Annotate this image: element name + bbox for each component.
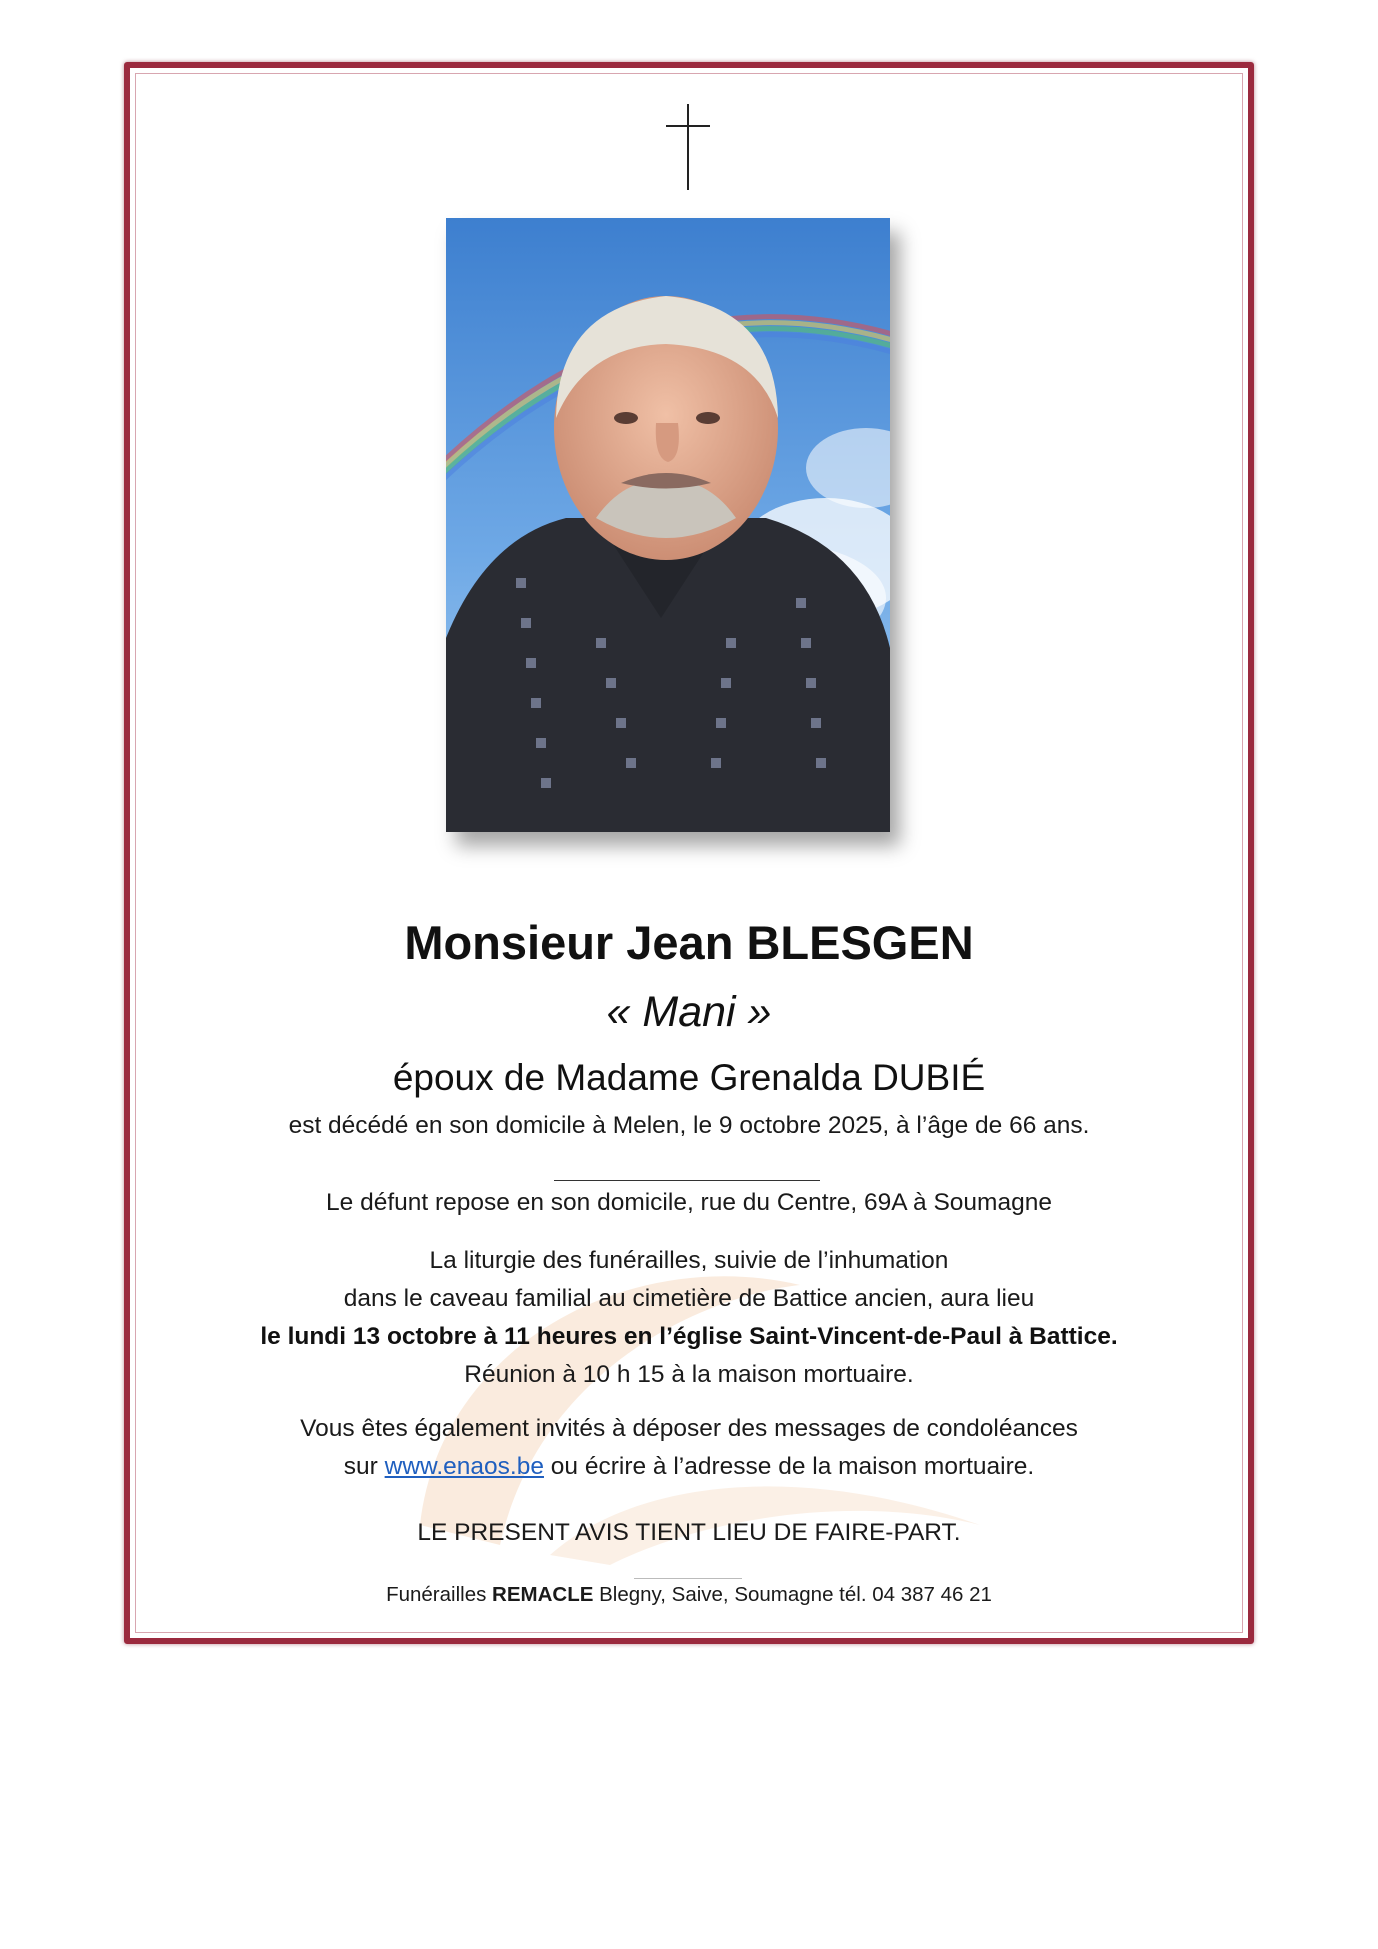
footer-contact: Blegny, Saive, Soumagne tél. 04 387 46 21 [593, 1583, 992, 1606]
meeting-line: Réunion à 10 h 15 à la maison mortuaire. [464, 1361, 914, 1388]
ceremony-date-line: le lundi 13 octobre à 11 heures en l’église Saint-Vincent-de-Paul à Battice. [260, 1323, 1118, 1350]
liturgy-line-2: dans le caveau familial au cimetière de Battice ancien, aura lieu [343, 1285, 1035, 1312]
watermark-logo [380, 1225, 1000, 1565]
condolences-suffix: ou écrire à l’adresse de la maison mortuaire. [543, 1453, 1035, 1480]
deceased-nickname: « Mani » [606, 988, 772, 1036]
footer-prefix: Funérailles [386, 1583, 493, 1606]
latin-cross-icon [666, 104, 710, 190]
funeral-home-brand: REMACLE [492, 1583, 594, 1606]
condolences-prefix: sur [343, 1453, 385, 1480]
separator-line [554, 1180, 820, 1181]
portrait-photo [446, 218, 890, 832]
condolences-website-link[interactable]: www.enaos.be [384, 1453, 544, 1480]
death-details: est décédé en son domicile à Melen, le 9 octobre 2025, à l’âge de 66 ans. [288, 1112, 1090, 1139]
deceased-name: Monsieur Jean BLESGEN [404, 916, 974, 969]
repose-line: Le défunt repose en son domicile, rue du Centre, 69A à Soumagne [326, 1189, 1052, 1216]
footer-separator [634, 1578, 742, 1579]
spouse-line: époux de Madame Grenalda DUBIÉ [392, 1057, 986, 1098]
liturgy-line-1: La liturgie des funérailles, suivie de l’inhumation [429, 1247, 949, 1274]
funeral-home-footer [124, 1583, 1254, 1607]
condolences-line-2 [124, 1453, 1254, 1481]
condolences-line-1: Vous êtes également invités à déposer des messages de condoléances [300, 1415, 1078, 1442]
faire-part-notice: LE PRESENT AVIS TIENT LIEU DE FAIRE-PART. [417, 1519, 961, 1546]
